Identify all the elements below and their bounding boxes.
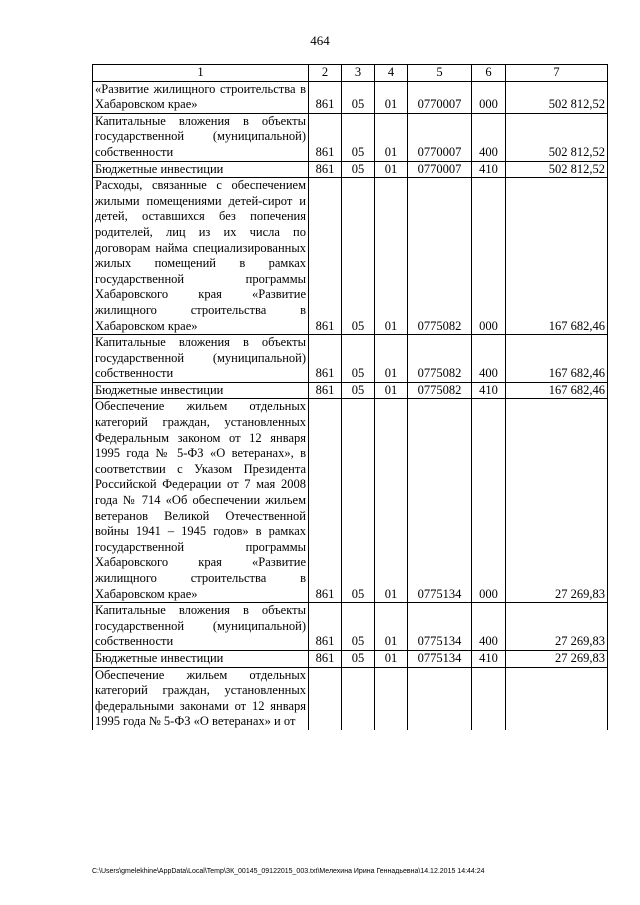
target-article-cell: 0775134 <box>408 603 472 651</box>
amount-cell: 27 269,83 <box>506 399 608 603</box>
row-name-cell: Капитальные вложения в объекты государственной (муниципальной) собственности <box>93 335 309 383</box>
expense-type-cell: 410 <box>472 161 506 178</box>
subsection-code-cell: 01 <box>375 335 408 383</box>
subsection-code-cell <box>375 667 408 730</box>
header-cell: 1 <box>93 65 309 82</box>
row-name-cell: Капитальные вложения в объекты государственной (муниципальной) собственности <box>93 603 309 651</box>
expense-type-cell <box>472 667 506 730</box>
subsection-code-cell: 01 <box>375 603 408 651</box>
section-code-cell: 05 <box>342 603 375 651</box>
amount-cell: 502 812,52 <box>506 161 608 178</box>
header-cell: 7 <box>506 65 608 82</box>
section-code-cell: 05 <box>342 161 375 178</box>
grbs-code-cell: 861 <box>309 382 342 399</box>
subsection-code-cell: 01 <box>375 81 408 113</box>
table-row <box>93 399 608 603</box>
expense-type-cell: 000 <box>472 81 506 113</box>
table-row <box>93 161 608 178</box>
expense-type-cell: 400 <box>472 335 506 383</box>
table-row <box>93 382 608 399</box>
grbs-code-cell: 861 <box>309 178 342 335</box>
page-number: 464 <box>310 33 330 48</box>
row-name-cell: Расходы, связанные с обеспечением жилыми помещениями детей-сирот и детей, оставшихся без попечения родителей, лиц из их числа по договорам найма специализированных жилых помещений в рамках государственной программы Хабаровского края «Развитие жилищного строительства в Хабаровском крае» <box>93 178 309 335</box>
expense-type-cell: 400 <box>472 603 506 651</box>
table-row <box>93 650 608 667</box>
target-article-cell: 0775134 <box>408 650 472 667</box>
section-code-cell: 05 <box>342 650 375 667</box>
expense-type-cell: 410 <box>472 650 506 667</box>
subsection-code-cell: 01 <box>375 399 408 603</box>
row-name-cell: Капитальные вложения в объекты государственной (муниципальной) собственности <box>93 113 309 161</box>
expense-type-cell: 410 <box>472 382 506 399</box>
amount-cell: 502 812,52 <box>506 113 608 161</box>
subsection-code-cell: 01 <box>375 113 408 161</box>
row-name-cell: Бюджетные инвестиции <box>93 161 309 178</box>
row-name-cell: Бюджетные инвестиции <box>93 382 309 399</box>
target-article-cell: 0775082 <box>408 178 472 335</box>
section-code-cell: 05 <box>342 382 375 399</box>
table-row <box>93 81 608 113</box>
section-code-cell: 05 <box>342 81 375 113</box>
grbs-code-cell <box>309 667 342 730</box>
file-path-footer: C:\Users\gmelekhine\AppData\Local\Temp\ЗК_00145_09122015_003.txt\Мелехина Ирина Геннадьевна\14.12.2015 14:44:24 <box>92 868 485 875</box>
section-code-cell: 05 <box>342 399 375 603</box>
table-row <box>93 603 608 651</box>
table-row <box>93 178 608 335</box>
amount-cell: 27 269,83 <box>506 650 608 667</box>
amount-cell: 167 682,46 <box>506 382 608 399</box>
row-name-cell: «Развитие жилищного строительства в Хабаровском крае» <box>93 81 309 113</box>
table-row <box>93 113 608 161</box>
table-row <box>93 667 608 730</box>
row-name-cell: Бюджетные инвестиции <box>93 650 309 667</box>
expense-type-cell: 000 <box>472 399 506 603</box>
grbs-code-cell: 861 <box>309 81 342 113</box>
amount-cell: 167 682,46 <box>506 178 608 335</box>
target-article-cell: 0770007 <box>408 161 472 178</box>
target-article-cell: 0775082 <box>408 382 472 399</box>
section-code-cell <box>342 667 375 730</box>
target-article-cell: 0775082 <box>408 335 472 383</box>
target-article-cell: 0770007 <box>408 81 472 113</box>
header-row <box>93 65 608 82</box>
expense-type-cell: 400 <box>472 113 506 161</box>
row-name-cell: Обеспечение жильем отдельных категорий граждан, установленных федеральными законами от 12 января 1995 года № 5-ФЗ «О ветеранах» и от <box>93 667 309 730</box>
row-name-cell: Обеспечение жильем отдельных категорий граждан, установленных Федеральным законом от 12 января 1995 года № 5-ФЗ «О ветеранах», в соответствии с Указом Президента Российской Федерации от 7 мая 2008 года № 714 «Об обеспечении жильем ветеранов Великой Отечественной войны 1941 – 1945 годов» в рамках государственной программы Хабаровского края «Развитие жилищного строительства в Хабаровском крае» <box>93 399 309 603</box>
grbs-code-cell: 861 <box>309 650 342 667</box>
amount-cell: 502 812,52 <box>506 81 608 113</box>
header-cell: 3 <box>342 65 375 82</box>
section-code-cell: 05 <box>342 113 375 161</box>
target-article-cell: 0770007 <box>408 113 472 161</box>
subsection-code-cell: 01 <box>375 650 408 667</box>
grbs-code-cell: 861 <box>309 399 342 603</box>
header-cell: 4 <box>375 65 408 82</box>
header-cell: 6 <box>472 65 506 82</box>
grbs-code-cell: 861 <box>309 161 342 178</box>
section-code-cell: 05 <box>342 335 375 383</box>
budget-table <box>92 64 608 730</box>
table-row <box>93 335 608 383</box>
section-code-cell: 05 <box>342 178 375 335</box>
amount-cell: 27 269,83 <box>506 603 608 651</box>
header-cell: 5 <box>408 65 472 82</box>
target-article-cell: 0775134 <box>408 399 472 603</box>
subsection-code-cell: 01 <box>375 178 408 335</box>
grbs-code-cell: 861 <box>309 603 342 651</box>
expense-type-cell: 000 <box>472 178 506 335</box>
amount-cell <box>506 667 608 730</box>
subsection-code-cell: 01 <box>375 382 408 399</box>
header-cell: 2 <box>309 65 342 82</box>
amount-cell: 167 682,46 <box>506 335 608 383</box>
grbs-code-cell: 861 <box>309 113 342 161</box>
target-article-cell <box>408 667 472 730</box>
grbs-code-cell: 861 <box>309 335 342 383</box>
subsection-code-cell: 01 <box>375 161 408 178</box>
